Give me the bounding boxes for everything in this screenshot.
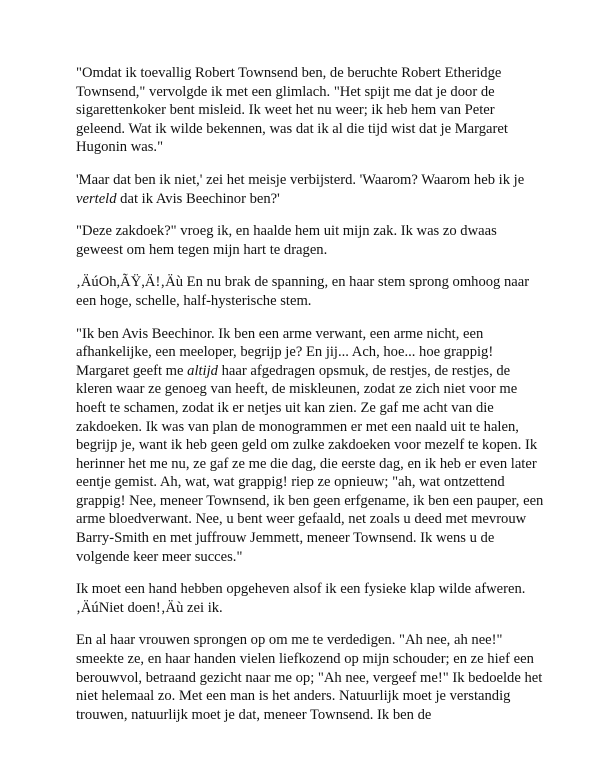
emphasis-text: altijd — [187, 362, 218, 379]
paragraph-7 — [76, 631, 546, 724]
paragraph-text: "Deze zakdoek?" vroeg ik, en haalde hem uit mijn zak. Ik was zo dwaas geweest om hem tegen mijn hart te dragen. — [76, 223, 497, 258]
emphasis-text: verteld — [76, 190, 117, 207]
paragraph-text: En al haar vrouwen sprongen op om me te verdedigen. "Ah nee, ah nee!" smeekte ze, en haar handen vielen liefkozend op mijn schouder; en ze hief een berouwvol, betraand gezicht naar me op; "Ah nee, vergeef me!" Ik bedoelde het niet helemaal zo. Met een man is het anders. Natuurlijk moet je verstandig trouwen, natuurlijk moet je dat, meneer Townsend. Ik ben de — [76, 632, 543, 723]
paragraph-4 — [76, 273, 546, 310]
document-page — [76, 64, 546, 738]
paragraph-text: ‚ÄúOh,ÃŸ,Ä!‚Äù En nu brak de spanning, en haar stem sprong omhoog naar een hoge, schelle, half-hysterische stem. — [76, 274, 530, 309]
paragraph-2 — [76, 171, 546, 208]
paragraph-3 — [76, 222, 546, 259]
paragraph-text: Ik moet een hand hebben opgeheven alsof ik een fysieke klap wilde afweren. ‚ÄúNiet doen!‚Äù zei ik. — [76, 581, 526, 616]
paragraph-text: "Omdat ik toevallig Robert Townsend ben, de beruchte Robert Etheridge Townsend," vervolgde ik met een glimlach. "Het spijt me dat je door de sigarettenkoker bent misleid. Ik weet het nu weer; ik heb hem van Peter geleend. Wat ik wilde bekennen, was dat ik al die tijd wist dat je Margaret Hugonin was." — [76, 65, 508, 156]
paragraph-5 — [76, 325, 546, 567]
paragraph-6 — [76, 580, 546, 617]
paragraph-text: "Ik ben Avis Beechinor. Ik ben een arme verwant, een arme nicht, een afhankelijke, een meeloper, begrijp je? En jij... Ach, hoe... hoe grappig! Margaret geeft me — [76, 325, 494, 379]
paragraph-text: 'Maar dat ben ik niet,' zei het meisje verbijsterd. 'Waarom? Waarom heb ik je — [76, 171, 525, 188]
paragraph-1 — [76, 64, 546, 157]
paragraph-text: haar afgedragen opsmuk, de restjes, de restjes, de kleren waar ze genoeg van heeft, de miskleunen, zodat ze zich niet voor me hoeft te schamen, zodat ik er netjes uit kan zien. Ze gaf me acht van die zakdoeken. Ik was van plan de monogrammen er met een naald uit te halen, begrijp je, want ik heb geen geld om zulke zakdoeken voor mezelf te kopen. Ik herinner het me nu, ze gaf ze me die dag, die eerste dag, en ik heb er even later eentje gemist. Ah, wat, wat grappig! riep ze opnieuw; "ah, wat ontzettend grappig! Nee, meneer Townsend, ik ben geen erfgename, ik ben een pauper, een arme bloedverwant. Nee, u bent weer gefaald, net zoals u deed met mevrouw Barry-Smith en met juffrouw Jemmett, meneer Townsend. Ik wens u de volgende keer meer succes." — [76, 362, 544, 565]
paragraph-text: dat ik Avis Beechinor ben?' — [116, 190, 280, 207]
